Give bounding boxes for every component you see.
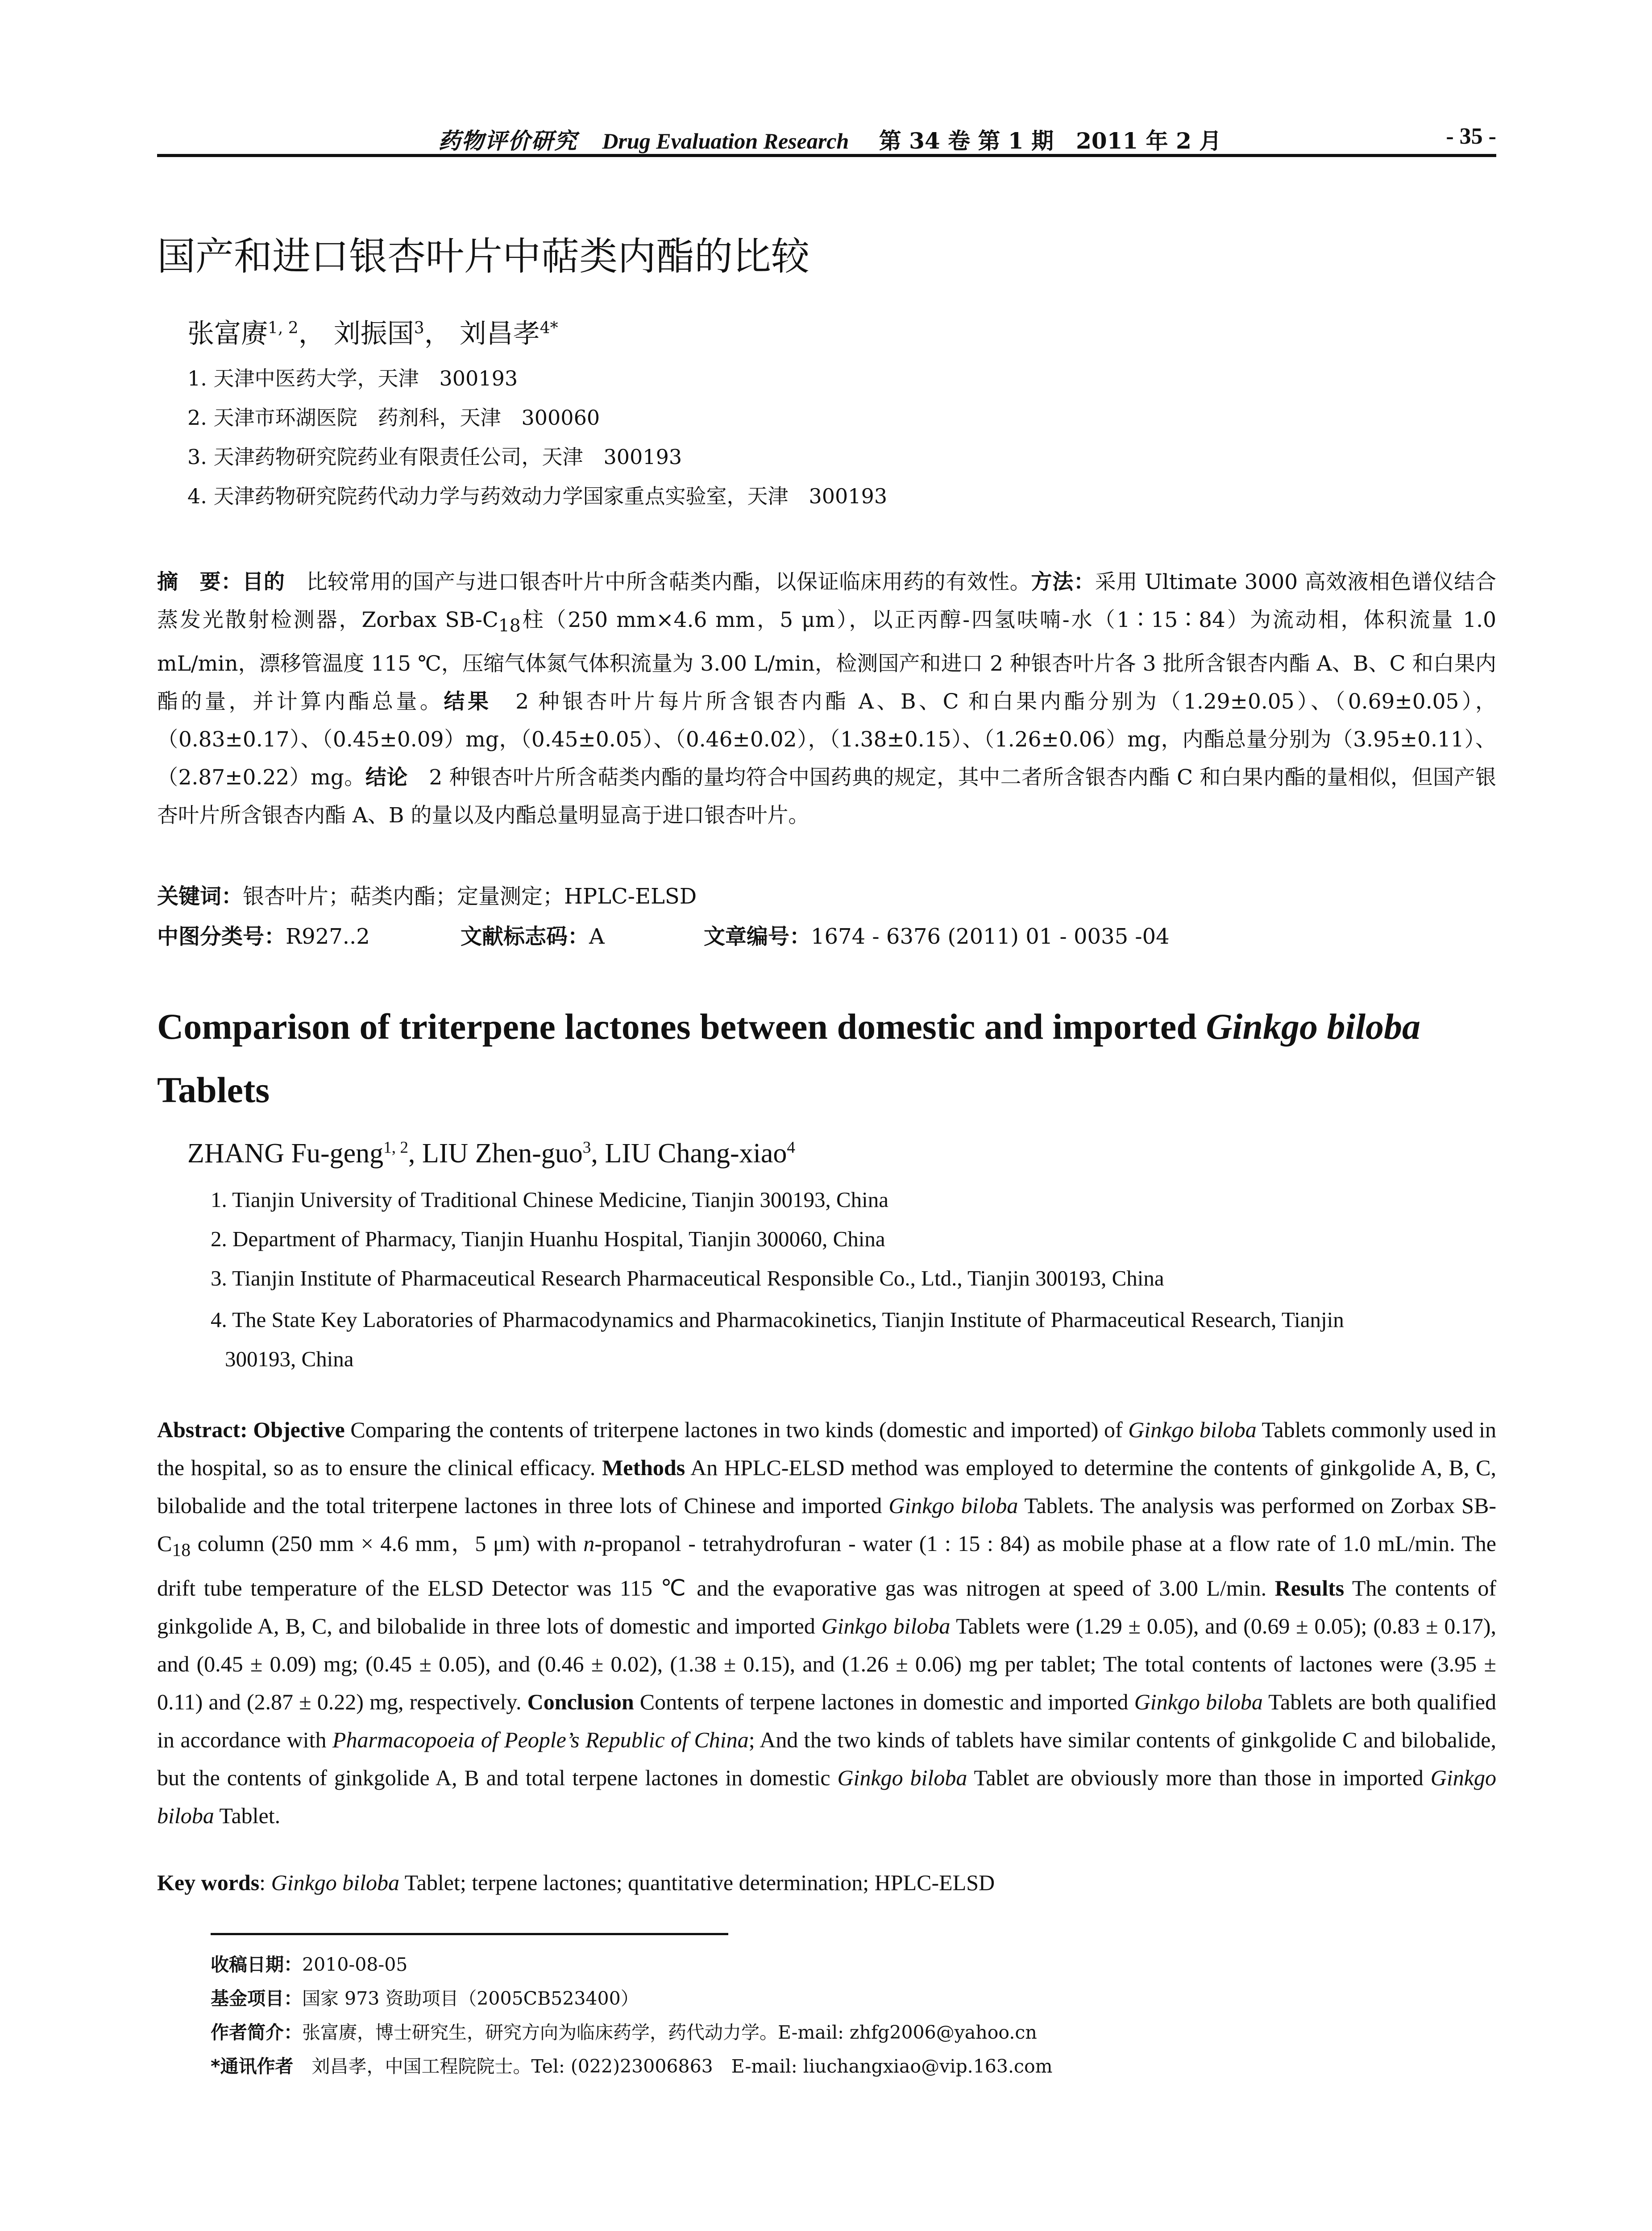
keywords-label: 关键词： <box>157 884 243 909</box>
issue-info: 第 34 卷 第 1 期 2011 年 2 月 <box>879 128 1222 154</box>
conclusion-label: 结论 <box>365 765 408 790</box>
zh-authors: 张富赓$^{1, 2}$， 刘振国$^3$， 刘昌孝$^{4*}$ <box>187 318 558 349</box>
paper-page <box>157 0 1496 2231</box>
author-name: LIU Zhen-guo <box>422 1138 583 1169</box>
author-affiliation-mark: 3 <box>414 319 424 337</box>
abstract-label: Abstract: <box>157 1417 248 1442</box>
en-affiliation: 2. Department of Pharmacy, Tianjin Huanhu Hospital, Tianjin 300060, China <box>211 1227 885 1251</box>
methods-label: Methods <box>602 1455 685 1480</box>
zh-affiliation: 4. 天津药物研究院药代动力学与药效动力学国家重点实验室，天津 300193 <box>187 484 888 508</box>
en-authors: ZHANG Fu-geng$^{1, 2}$, LIU Zhen-guo$^3$, LIU Chang-xiao$^4$ <box>187 1138 795 1169</box>
footnote-received: 收稿日期：2010-08-05 <box>211 1954 408 1975</box>
methods-label: 方法： <box>1031 570 1095 594</box>
zh-affiliation: 3. 天津药物研究院药业有限责任公司，天津 300193 <box>187 445 682 469</box>
en-affiliation: 3. Tianjin Institute of Pharmaceutical Research Pharmaceutical Responsible Co., Ltd., Tianjin 300193, China <box>211 1266 1164 1290</box>
objective-label: 目的 <box>242 570 285 594</box>
zh-title: 国产和进口银杏叶片中萜类内酯的比较 <box>157 234 809 279</box>
zh-affiliation: 2. 天津市环湖医院 药剂科，天津 300060 <box>187 406 600 430</box>
zh-classification: 中图分类号：R927..2 文献标志码：A 文章编号：1674 - 6376 (2011) 01 - 0035 -04 <box>157 924 1170 949</box>
zh-abstract: 摘 要：目的 比较常用的国产与进口银杏叶片中所含萜类内酯，以保证临床用药的有效性。方法：采用 Ultimate 3000 高效液相色谱仪结合蒸发光散射检测器，Zorbax $SB-C_{18}$柱（250 mm×4.6 mm，5 μm），以正丙醇-四氢呋喃-水（1∶15∶84）为流动相，体积流量 1.0 mL/min，漂移管温度 115 ℃，压缩气体氮气体积流量为 3.00 L/min，检测国产和进口 2 种银杏叶片各 3 批所含银杏内酯 A、B、C 和白果内酯的量，并计算内酯总量。结果 2 种银杏叶片每片所含银杏内酯 A、B、C 和白果内酯分别为（1.29±0.05）、（0.69±0.05），（0.83±0.17）、（0.45±0.09）mg，（0.45±0.05）、（0.46±0.02），（1.38±0.15）、（1.26±0.06）mg，内酯总量分别为（3.95±0.11）、（2.87±0.22）mg。结论 2 种银杏叶片所含萜类内酯的量均符合中国药典的规定，其中二者所含银杏内酯 C 和白果内酯的量相似，但国产银杏叶片所含银杏内酯 A、B 的量以及内酯总量明显高于进口银杏叶片。 <box>157 570 1497 828</box>
author-name: LIU Chang-xiao <box>605 1138 787 1169</box>
keywords-label: Key words <box>157 1870 260 1895</box>
en-abstract: Abstract: Objective Comparing the contents of triterpene lactones in two kinds (domestic and imported) of Ginkgo biloba Tablets commonly used in the hospital, so as to ensure the clinical efficacy. Methods An HPLC-ELSD method was employed to determine the contents of ginkgolide A, B, C, bilobalide and the total triterpene lactones in three lots of Chinese and imported Ginkgo biloba Tablets. The analysis was performed on Zorbax $SB-C_{18}$ column (250 mm × 4.6 mm，5 μm) with n-propanol - tetrahydrofuran - water (1 : 15 : 84) as mobile phase at a flow rate of 1.0 mL/min. The drift tube temperature of the ELSD Detector was 115 ℃ and the evaporative gas was nitrogen at speed of 3.00 L/min. Results The contents of ginkgolide A, B, C, and bilobalide in three lots of domestic and imported Ginkgo biloba Tablets were (1.29 ± 0.05), and (0.69 ± 0.05); (0.83 ± 0.17), and (0.45 ± 0.09) mg; (0.45 ± 0.05), and (0.46 ± 0.02), (1.38 ± 0.15), and (1.26 ± 0.06) mg per tablet; The total contents of lactones were (3.95 ± 0.11) and (2.87 ± 0.22) mg, respectively. Conclusion Contents of terpene lactones in domestic and imported Ginkgo biloba Tablets are both qualified in accordance with Pharmacopoeia of People’s Republic of China; And the two kinds of tablets have similar contents of ginkgolide C and bilobalide, but the contents of ginkgolide A, B and total terpene lactones in domestic Ginkgo biloba Tablet are obviously more than those in imported Ginkgo biloba Tablet. <box>157 1417 1497 1828</box>
conclusion-label: Conclusion <box>527 1689 634 1714</box>
author-name: ZHANG Fu-geng <box>187 1138 384 1169</box>
zh-keywords: 关键词：银杏叶片；萜类内酯；定量测定；HPLC-ELSD <box>157 884 697 909</box>
footnote-author-bio: 作者简介：张富赓，博士研究生，研究方向为临床药学，药代动力学。E-mail: zhfg2006@yahoo.cn <box>211 2022 1037 2043</box>
author-affiliation-mark: 4* <box>540 319 558 337</box>
zh-affiliation: 1. 天津中医药大学，天津 300193 <box>187 366 518 390</box>
footnote-funding: 基金项目：国家 973 资助项目（2005CB523400） <box>211 1988 639 2009</box>
en-affiliation: 4. The State Key Laboratories of Pharmacodynamics and Pharmacokinetics, Tianjin Institute of Pharmaceutical Research, Tianjin 300193, China <box>211 1307 1344 1371</box>
en-affiliation: 1. Tianjin University of Traditional Chinese Medicine, Tianjin 300193, China <box>211 1187 889 1212</box>
results-label: Results <box>1274 1576 1345 1601</box>
footnote-rule <box>211 1933 728 1935</box>
author-name: 张富赓 <box>187 318 268 349</box>
footnote-corresponding: *通讯作者 刘昌孝，中国工程院院士。Tel: (022)23006863 E-mail: liuchangxiao@vip.163.com <box>211 2056 1053 2077</box>
journal-name: Drug Evaluation Research <box>602 129 849 153</box>
author-name: 刘振国 <box>333 318 414 349</box>
results-label: 结果 <box>444 689 492 714</box>
page-number: - 35 - <box>1446 124 1496 149</box>
abstract-label: 摘 要： <box>157 570 243 594</box>
objective-label: Objective <box>253 1417 345 1442</box>
en-title: Comparison of triterpene lactones between domestic and imported Ginkgo biloba Tablets <box>157 1006 1421 1110</box>
journal-logo: 药物评价研究 <box>438 128 577 154</box>
en-keywords: Key words: Ginkgo biloba Tablet; terpene lactones; quantitative determination; HPLC-ELSD <box>157 1870 995 1895</box>
author-affiliation-mark: 1, 2 <box>268 319 299 337</box>
running-header <box>157 117 1496 157</box>
author-name: 刘昌孝 <box>459 318 540 349</box>
header-center <box>438 123 1221 155</box>
